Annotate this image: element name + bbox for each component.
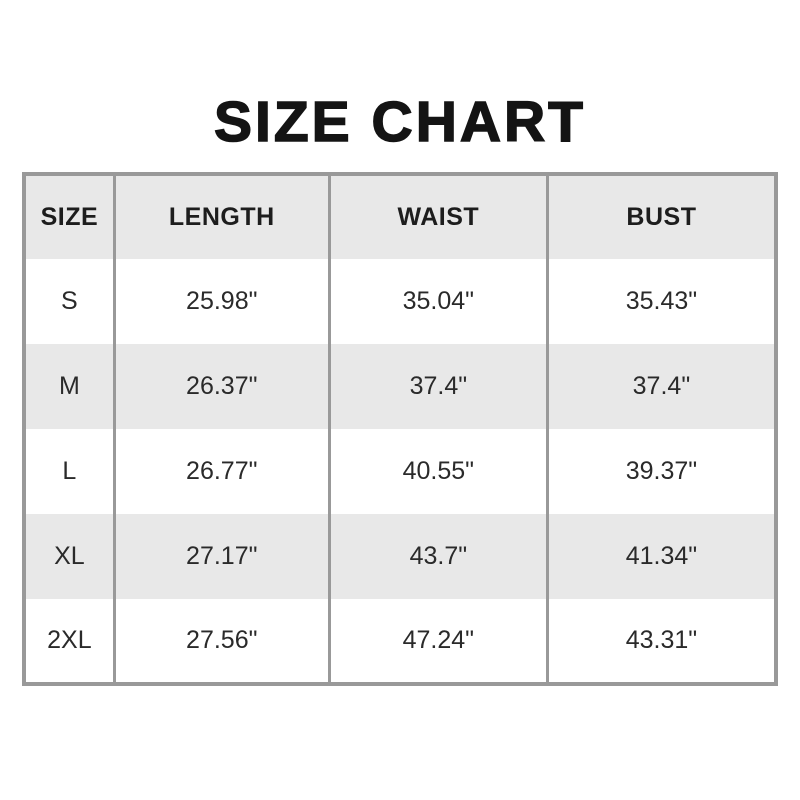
cell-bust-value: 37.4" bbox=[547, 344, 776, 429]
cell-size-label: 2XL bbox=[47, 626, 92, 654]
cell-length-value: 27.56" bbox=[114, 599, 329, 684]
size-chart-table bbox=[22, 172, 778, 686]
column-header-bust: BUST bbox=[547, 174, 776, 259]
cell-length-value: 26.37" bbox=[114, 344, 329, 429]
table-row-l bbox=[24, 429, 776, 514]
table-header-row bbox=[24, 174, 776, 259]
table-row-s bbox=[24, 259, 776, 344]
page-title: SIZE CHART bbox=[214, 90, 586, 154]
cell-bust-value: 43.31" bbox=[547, 599, 776, 684]
cell-bust-value: 41.34" bbox=[547, 514, 776, 599]
table-row-2xl bbox=[24, 599, 776, 684]
cell-size-label: L bbox=[62, 457, 77, 485]
cell-length-value: 26.77" bbox=[114, 429, 329, 514]
cell-bust-value: 39.37" bbox=[547, 429, 776, 514]
cell-waist-value: 47.24" bbox=[329, 599, 547, 684]
cell-bust-value: 35.43" bbox=[547, 259, 776, 344]
cell-length-value: 25.98" bbox=[114, 259, 329, 344]
cell-waist-value: 43.7" bbox=[329, 514, 547, 599]
column-header-length: LENGTH bbox=[114, 174, 329, 259]
cell-waist-value: 40.55" bbox=[329, 429, 547, 514]
cell-length-value: 27.17" bbox=[114, 514, 329, 599]
cell-size-label: S bbox=[61, 287, 78, 315]
cell-size-label: XL bbox=[54, 542, 85, 570]
table-row-xl bbox=[24, 514, 776, 599]
cell-waist-value: 35.04" bbox=[329, 259, 547, 344]
table-row-m bbox=[24, 344, 776, 429]
column-header-waist: WAIST bbox=[329, 174, 547, 259]
cell-size-label: M bbox=[58, 372, 80, 400]
cell-waist-value: 37.4" bbox=[329, 344, 547, 429]
column-header-size: SIZE bbox=[40, 203, 99, 231]
